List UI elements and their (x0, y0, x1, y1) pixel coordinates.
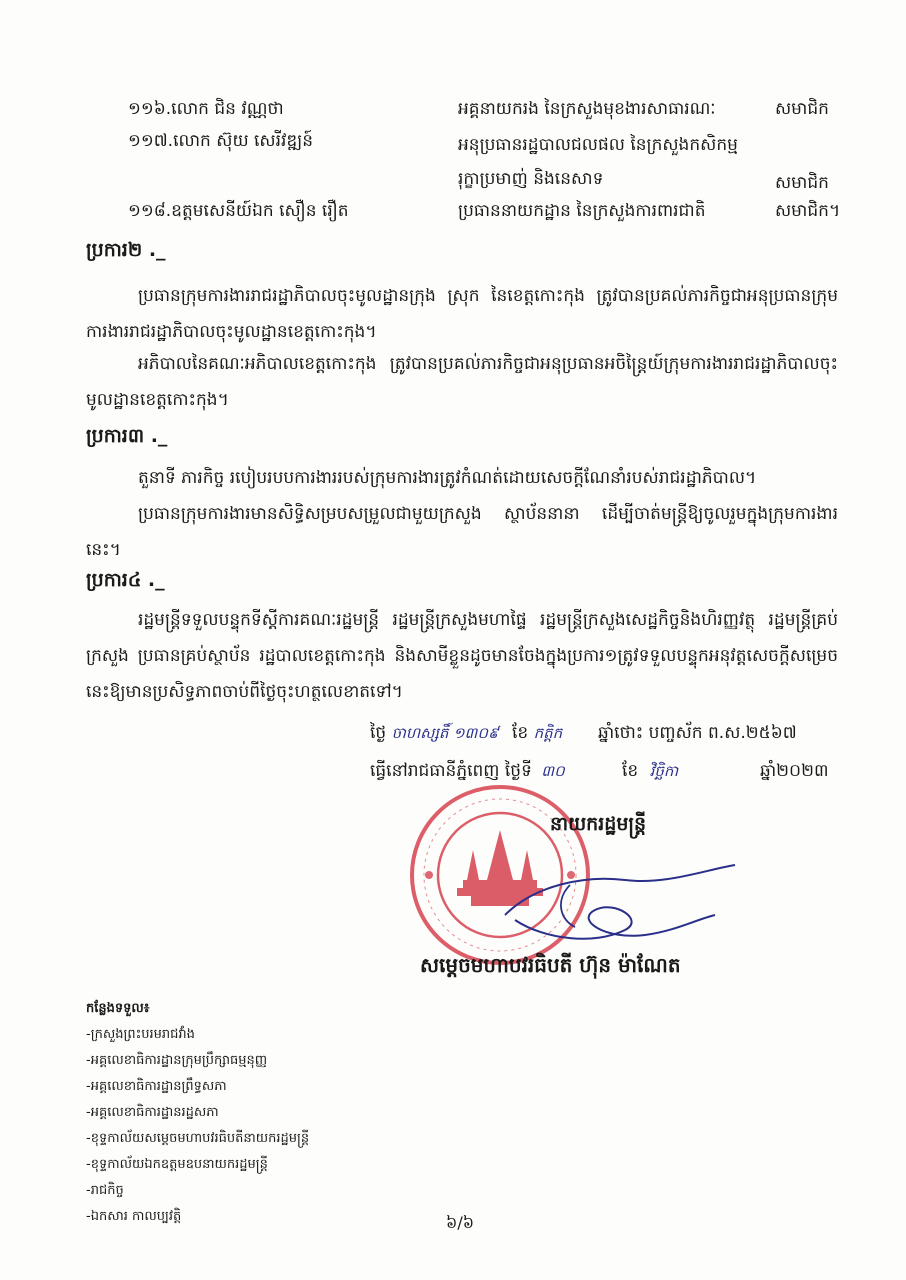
page-number: ៦/៦ (446, 1213, 475, 1232)
solar-date-year: ឆ្នាំ២០២៣ (760, 761, 829, 781)
solar-date-day: ៣០ (541, 762, 565, 780)
solar-date-month: វិច្ឆិកា (649, 762, 679, 780)
solar-date-month-label: ខែ (622, 761, 639, 781)
solar-date-month-wrap (622, 760, 678, 785)
signer-title: នាយករដ្ឋមន្ត្រី (550, 813, 647, 835)
member-name: ១១៨.ឧត្តមសេនីយ៍ឯក សឿន រឿត (128, 201, 349, 221)
recipient-item: -អគ្គលេខាធិការដ្ឋានក្រុមប្រឹក្សាធម្មនុញ្ញ (86, 1053, 268, 1068)
member-name: ១១៦.លោក ជិន វណ្ណថា (128, 99, 284, 119)
solar-date-prefix: ធ្វើនៅរាជធានីភ្នំពេញ ថ្ងៃទី (370, 761, 532, 781)
lunar-date-day: ចាហស្សតិ៍ ១៣០៩ (391, 724, 499, 742)
signer-name: សម្តេចមហាបវរធិបតី ហ៊ុន ម៉ាណែត (420, 953, 681, 977)
member-position: អនុប្រធានរដ្ឋបាលជលផល នៃក្រសួងកសិកម្ម (458, 135, 738, 155)
handwritten-signature-icon (475, 845, 755, 955)
article-paragraph: តួនាទី ភារកិច្ច របៀបរបបការងាររបស់ក្រុមការងារត្រូវកំណត់ដោយសេចក្តីណែនាំរបស់រាជរដ្ឋាភិបាល។ (138, 468, 757, 488)
member-position: អគ្គនាយករង នៃក្រសួងមុខងារសាធារណៈ (458, 99, 716, 119)
article-paragraph: ប្រធានក្រុមការងារមានសិទ្ធិសម្របសម្រួលជាមួយក្រសួង ស្ថាប័ននានា ដើម្បីចាត់មន្ត្រីឱ្យចូលរួមក្នុងក្រុមការងារនេះ។ (86, 504, 838, 560)
recipients-heading: កន្លែងទទួល៖ (86, 1001, 150, 1016)
lunar-date-prefix: ថ្ងៃ (370, 723, 387, 743)
lunar-date-year: ឆ្នាំថោះ បញ្ចស័ក ព.ស.២៥៦៧ (598, 723, 797, 743)
article-paragraph: រដ្ឋមន្ត្រីទទួលបន្ទុកទីស្តីការគណៈរដ្ឋមន្ត្រី រដ្ឋមន្ត្រីក្រសួងមហាផ្ទៃ រដ្ឋមន្ត្រីក្រសួងសេដ្ឋកិច្ចនិងហិរញ្ញវត្ថុ រដ្ឋមន្ត្រីគ្រប់ក្រសួង ប្រធានគ្រប់ស្ថាប័ន រដ្ឋបាលខេត្តកោះកុង និងសាមីខ្លួនដូចមានចែងក្នុងប្រការ១ត្រូវទទួលបន្ទុកអនុវត្តសេចក្តីសម្រេចនេះឱ្យមានប្រសិទ្ធភាពចាប់ពីថ្ងៃចុះហត្ថលេខាតទៅ។ (86, 610, 838, 702)
lunar-date-line (370, 722, 562, 747)
member-role: សមាជិក (775, 99, 829, 119)
recipient-item: -ខុទ្ទកាល័យសម្តេចមហាបវរធិបតីនាយករដ្ឋមន្ត្រី (86, 1131, 310, 1146)
member-name: ១១៧.លោក ស៊ុយ សេរីវឌ្ឍន៍ (128, 131, 314, 151)
recipient-item: -ក្រសួងព្រះបរមរាជវាំង (86, 1027, 195, 1042)
recipient-item: -អគ្គលេខាធិការដ្ឋានរដ្ឋសភា (86, 1105, 219, 1120)
lunar-date-month: កត្តិក (533, 724, 563, 742)
recipient-item: -ខុទ្ទកាល័យឯកឧត្តមឧបនាយករដ្ឋមន្ត្រី (86, 1157, 268, 1172)
article-paragraph: ប្រធានក្រុមការងាររាជរដ្ឋាភិបាលចុះមូលដ្ឋានក្រុង ស្រុក នៃខេត្តកោះកុង ត្រូវបានប្រគល់ភារកិច្ចជាអនុប្រធានក្រុមការងាររាជរដ្ឋាភិបាលចុះមូលដ្ឋានខេត្តកោះកុង។ (86, 286, 838, 342)
recipient-item: -រាជកិច្ច (86, 1183, 124, 1198)
member-position: ប្រធាននាយកដ្ឋាន នៃក្រសួងការពារជាតិ (458, 201, 706, 221)
member-role: សមាជិក (775, 173, 829, 193)
recipient-item: -ឯកសារ កាលប្បវត្តិ (86, 1209, 182, 1224)
member-role: សមាជិក។ (775, 201, 841, 221)
article-heading: ប្រការ៣ ._ (86, 425, 168, 447)
article-heading: ប្រការ២ ._ (86, 239, 166, 261)
member-position-line2: រុក្ខាប្រមាញ់ និងនេសាទ (458, 169, 604, 189)
lunar-date-month-label: ខែ (512, 723, 529, 743)
recipient-item: -អគ្គលេខាធិការដ្ឋានព្រឹទ្ធសភា (86, 1079, 227, 1094)
article-heading: ប្រការ៤ ._ (86, 569, 165, 591)
article-paragraph: អភិបាលនៃគណៈអភិបាលខេត្តកោះកុង ត្រូវបានប្រគល់ភារកិច្ចជាអនុប្រធានអចិន្ត្រៃយ៍ក្រុមការងាររាជរដ្ឋាភិបាលចុះមូលដ្ឋានខេត្តកោះកុង។ (86, 354, 838, 410)
